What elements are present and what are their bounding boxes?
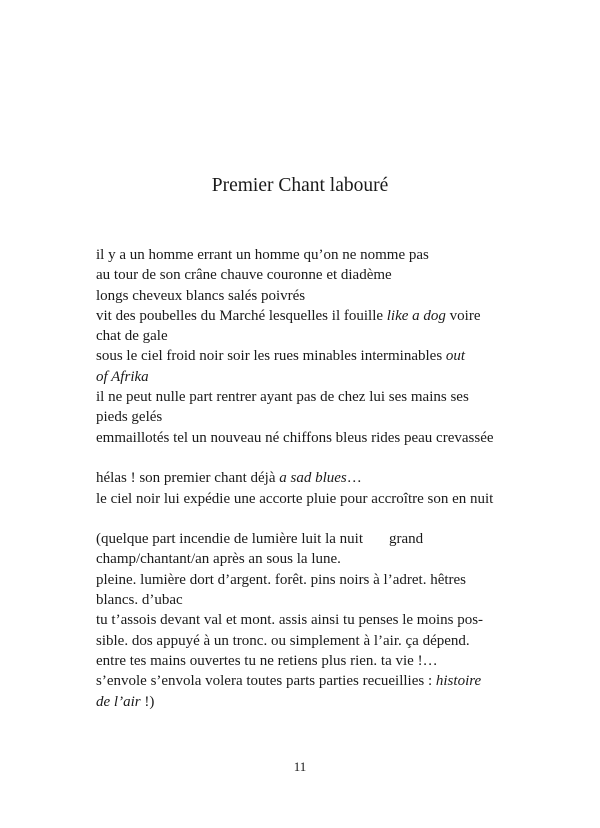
italic-phrase: a sad blues <box>279 470 347 487</box>
page-title: Premier Chant labouré <box>211 175 389 196</box>
italic-phrase: out <box>445 348 466 365</box>
poem-line: il y a un homme errant un homme qu’on ne nomme pas <box>96 247 429 263</box>
poem-line <box>96 468 516 488</box>
italic-phrase: de l’air <box>96 693 141 710</box>
poem-line: le ciel noir lui expédie une accorte pluie pour accroître son en nuit <box>96 490 494 507</box>
line-text: grand <box>389 531 424 548</box>
poem-line: sible. dos appuyé à un tronc. ou simplement à l’air. ça dépend. <box>96 632 470 649</box>
poem-body <box>96 245 516 712</box>
poem-line <box>96 367 516 387</box>
poem-line: entre tes mains ouvertes tu ne retiens plus rien. ta vie !… <box>96 652 438 669</box>
line-text: s’envole s’envola volera toutes parts parties recueillies : <box>96 673 436 690</box>
line-text: hélas ! son premier chant déjà <box>96 470 280 487</box>
poem-line <box>96 306 516 326</box>
poem-line: tu t’assois devant val et mont. assis ainsi tu penses le moins pos- <box>96 612 484 629</box>
italic-phrase: of Afrika <box>96 368 149 385</box>
stanza-3 <box>96 529 516 712</box>
stanza-1 <box>96 245 516 448</box>
line-text: (quelque part incendie de lumière luit la nuit <box>96 531 363 548</box>
page-number: 11 <box>293 759 307 774</box>
line-text: … <box>346 470 362 487</box>
poem-line: longs cheveux blancs salés poivrés <box>96 287 306 304</box>
poem-line: champ/chantant/an après an sous la lune. <box>96 551 341 568</box>
poem-line: chat de gale <box>96 328 168 345</box>
poem-line: pleine. lumière dort d’argent. forêt. pins noirs à l’adret. hêtres <box>96 571 467 588</box>
poem-line: emmaillotés tel un nouveau né chiffons bleus rides peau crevassée <box>96 429 494 446</box>
poem-line <box>96 529 516 549</box>
poem-line <box>96 346 516 366</box>
italic-phrase: histoire <box>435 673 482 690</box>
poem-line: blancs. d’ubac <box>96 592 183 609</box>
italic-phrase: like a dog <box>386 307 446 324</box>
poem-line <box>96 671 516 691</box>
poem-line: il ne peut nulle part rentrer ayant pas de chez lui ses mains ses <box>96 389 469 406</box>
poem-line: au tour de son crâne chauve couronne et diadème <box>96 267 392 284</box>
line-text: vit des poubelles du Marché lesquelles il fouille <box>96 307 387 324</box>
stanza-break <box>96 448 516 468</box>
poem-line <box>96 692 516 712</box>
stanza-break <box>96 509 516 529</box>
stanza-2 <box>96 468 516 509</box>
line-text: sous le ciel froid noir soir les rues minables interminables <box>96 348 446 365</box>
poem-line: pieds gelés <box>96 409 163 426</box>
line-text: voire <box>445 307 481 324</box>
line-text: !) <box>140 693 155 710</box>
